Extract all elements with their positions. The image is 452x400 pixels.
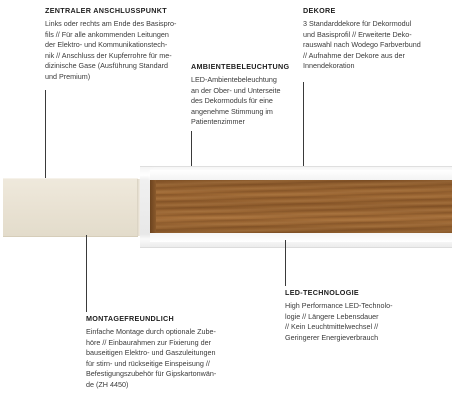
callout-title: DEKORE (303, 6, 336, 15)
callout-title: MONTAGEFREUNDLICH (86, 314, 175, 323)
callout-anschlusspunkt (45, 6, 195, 83)
callout-text: High Performance LED-Technolo- logie // Längere Lebensdauer // Kein Leuchtmittelwechsel // Geringerer Energieverbrauch (285, 301, 393, 342)
leader-line-montage (86, 235, 87, 312)
callout-title: AMBIENTEBELEUCHTUNG (191, 62, 290, 71)
callout-text: 3 Standarddekore für Dekormodul und Basisprofil // Erweiterte Deko- rauswahl nach Wodego Farbverbund // Aufnahme der Dekore aus der Innendekoration (303, 19, 421, 71)
callout-title: LED-TECHNOLOGIE (285, 288, 359, 297)
callout-title: ZENTRALER ANSCHLUSSPUNKT (45, 6, 167, 15)
decor-module-wood (150, 180, 452, 233)
leader-line-anschlusspunkt (45, 90, 46, 178)
ambient-light-top (150, 170, 452, 180)
callout-text: Einfache Montage durch optionale Zube- höre // Einbaurahmen zur Fixierung der bauseitigen Elektro- und Gaszuleitungen für stirn- und rückseitige Einspeisung // Befestigungszubehör für Gipskartonwän- de (ZH 4450) (86, 327, 217, 389)
callout-text: Links oder rechts am Ende des Basispro- fils // Für alle ankommenden Leitungen der Elektro- und Kommunikationstech- nik // Anschluss der Kupferrohre für me- dizinische Gase (Ausführung Standard und Premium) (45, 19, 177, 81)
callout-ambientebeleuchtung (191, 62, 301, 128)
callout-text: LED-Ambientebeleuchtung an der Ober- und Unterseite des Dekormoduls für eine angenehme Stimmung im Patientenzimmer (191, 75, 281, 127)
connection-endcap (3, 178, 138, 237)
ambient-light-bottom (150, 233, 452, 242)
callout-dekore (303, 6, 451, 72)
callout-led-technologie (285, 288, 435, 343)
leader-line-led (285, 240, 286, 286)
leader-line-ambientebeleuchtung (191, 131, 192, 171)
callout-montagefreundlich (86, 314, 246, 391)
